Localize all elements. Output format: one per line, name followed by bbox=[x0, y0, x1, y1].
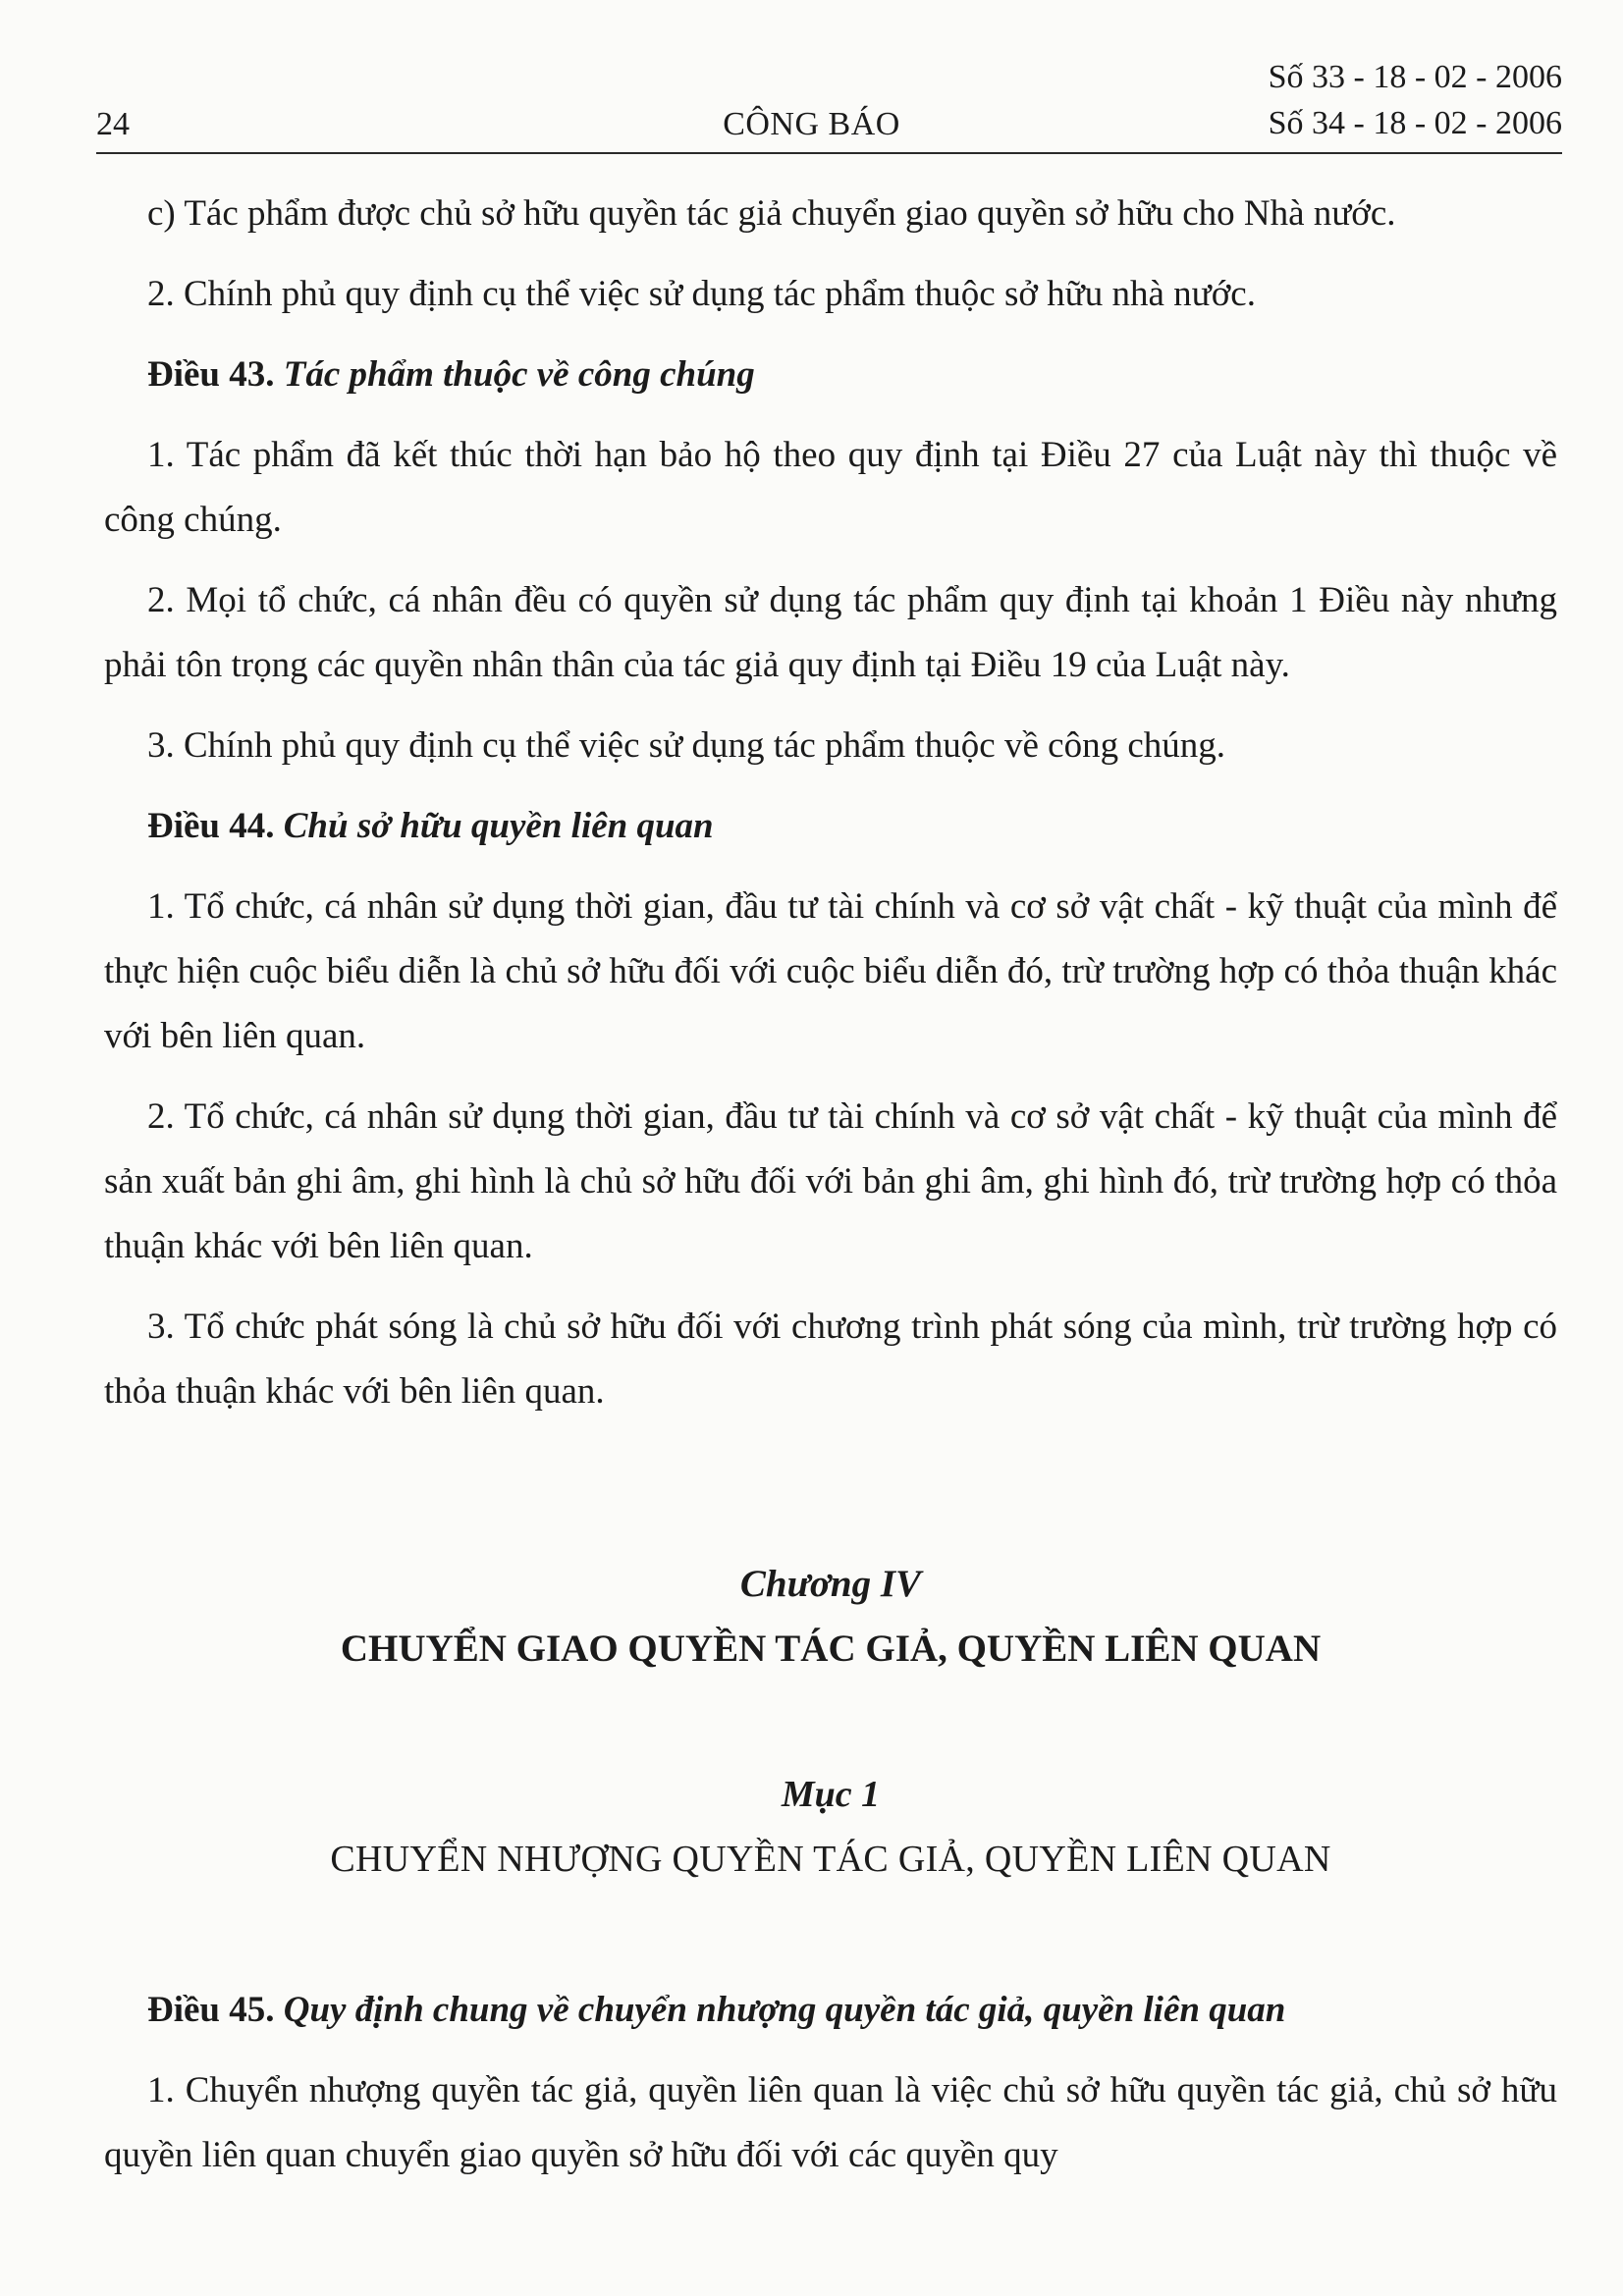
document-body bbox=[104, 182, 1557, 2204]
paragraph: 2. Mọi tổ chức, cá nhân đều có quyền sử dụng tác phẩm quy định tại khoản 1 Điều này nhưng phải tôn trọng các quyền nhân thân của tác giả quy định tại Điều 19 của Luật này. bbox=[104, 580, 1557, 685]
article-number: Điều 43. bbox=[147, 354, 275, 395]
paragraph: 1. Chuyển nhượng quyền tác giả, quyền liên quan là việc chủ sở hữu quyền tác giả, chủ sở hữu quyền liên quan chuyển giao quyền sở hữu đối với các quyền quy bbox=[104, 2070, 1557, 2175]
paragraph: 2. Tổ chức, cá nhân sử dụng thời gian, đầu tư tài chính và cơ sở vật chất - kỹ thuật của mình để sản xuất bản ghi âm, ghi hình là chủ sở hữu đối với bản ghi âm, ghi hình đó, trừ trường hợp có thỏa thuận khác với bên liên quan. bbox=[104, 1096, 1557, 1266]
issue-numbers bbox=[1269, 54, 1562, 146]
section-label: Mục 1 bbox=[781, 1774, 881, 1815]
paragraph: c) Tác phẩm được chủ sở hữu quyền tác giả chuyển giao quyền sở hữu cho Nhà nước. bbox=[147, 193, 1396, 234]
article-heading bbox=[104, 794, 1557, 859]
issue-number: Số 34 - 18 - 02 - 2006 bbox=[1268, 105, 1562, 141]
article-title: Quy định chung về chuyển nhượng quyền tác giả, quyền liên quan bbox=[283, 1990, 1286, 2030]
article-heading bbox=[104, 1978, 1557, 2043]
page-number: 24 bbox=[96, 106, 130, 142]
paragraph: 2. Chính phủ quy định cụ thể việc sử dụng tác phẩm thuộc sở hữu nhà nước. bbox=[147, 274, 1256, 314]
issue-number: Số 33 - 18 - 02 - 2006 bbox=[1268, 59, 1562, 95]
paragraph: 1. Tác phẩm đã kết thúc thời hạn bảo hộ theo quy định tại Điều 27 của Luật này thì thuộc về công chúng. bbox=[104, 435, 1557, 540]
chapter-label: Chương IV bbox=[739, 1563, 922, 1605]
article-number: Điều 45. bbox=[147, 1990, 275, 2030]
article-title: Chủ sở hữu quyền liên quan bbox=[283, 806, 714, 846]
header-divider bbox=[96, 152, 1562, 154]
paragraph: 1. Tổ chức, cá nhân sử dụng thời gian, đầu tư tài chính và cơ sở vật chất - kỹ thuật của mình để thực hiện cuộc biểu diễn là chủ sở hữu đối với cuộc biểu diễn đó, trừ trường hợp có thỏa thuận khác với bên liên quan. bbox=[104, 886, 1557, 1056]
chapter-title: CHUYỂN GIAO QUYỀN TÁC GIẢ, QUYỀN LIÊN QUAN bbox=[340, 1628, 1322, 1670]
section-title: CHUYỂN NHƯỢNG QUYỀN TÁC GIẢ, QUYỀN LIÊN QUAN bbox=[330, 1839, 1331, 1880]
paragraph: 3. Tổ chức phát sóng là chủ sở hữu đối với chương trình phát sóng của mình, trừ trường hợp có thỏa thuận khác với bên liên quan. bbox=[104, 1307, 1557, 1412]
gazette-title: CÔNG BÁO bbox=[723, 106, 900, 142]
article-title: Tác phẩm thuộc về công chúng bbox=[283, 354, 755, 395]
paragraph: 3. Chính phủ quy định cụ thể việc sử dụng tác phẩm thuộc về công chúng. bbox=[147, 725, 1225, 766]
article-heading bbox=[104, 343, 1557, 407]
article-number: Điều 44. bbox=[147, 806, 275, 846]
